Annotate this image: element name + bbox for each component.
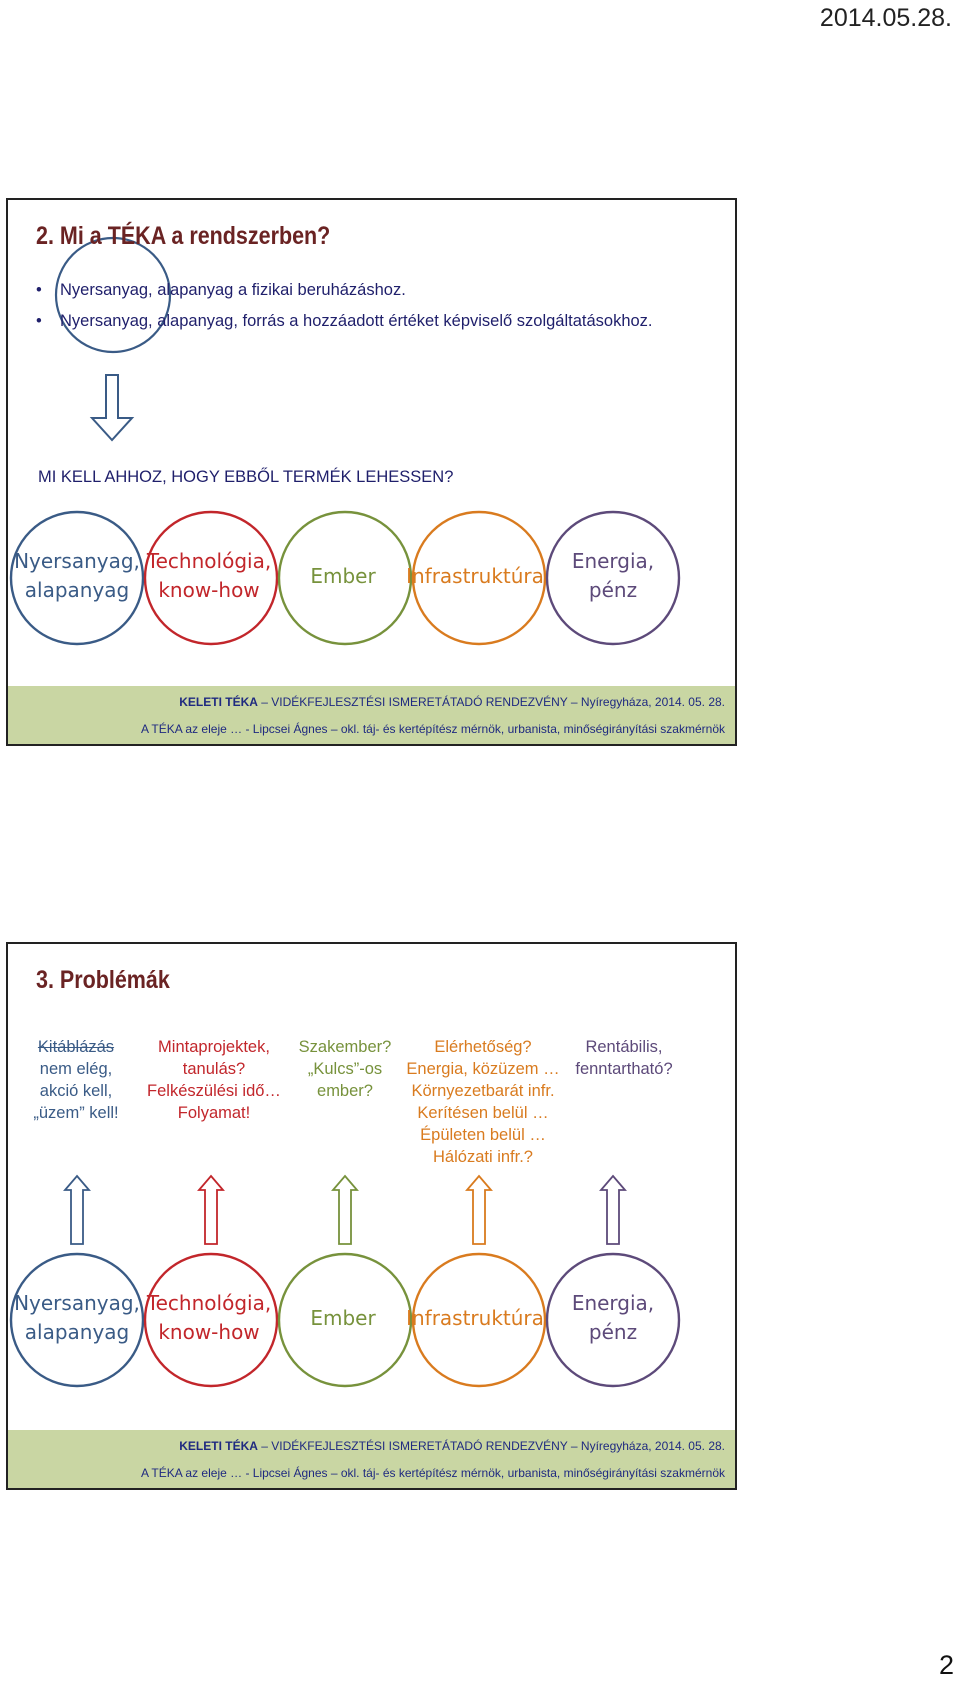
- slide1-title: 2. Mi a TÉKA a rendszerben?: [36, 222, 331, 250]
- circle-label-energy: Energia, pénz: [571, 549, 655, 602]
- up-arrow-icon: [467, 1176, 491, 1244]
- problem-raw-material: Kitáblázás nem elég, akció kell, „üzem” kell!: [33, 1038, 119, 1122]
- problem-people: Szakember? „Kulcs”-os ember?: [298, 1038, 392, 1100]
- up-arrow-icon: [199, 1176, 223, 1244]
- circle-label-raw-material: Nyersanyag, alapanyag: [14, 1291, 140, 1344]
- circle-label-technology: Technológia, know-how: [146, 1291, 272, 1344]
- bullet-item: • Nyersanyag, alapanyag a fizikai beruházáshoz.: [30, 280, 653, 311]
- problem-energy: Rentábilis, fenntartható?: [575, 1038, 673, 1078]
- slide2-footer: [8, 1430, 735, 1488]
- bullet-item: • Nyersanyag, alapanyag, forrás a hozzáadott értéket képviselő szolgáltatásokhoz.: [30, 311, 653, 342]
- slide1-question: MI KELL AHHOZ, HOGY EBBŐL TERMÉK LEHESSEN?: [38, 468, 454, 486]
- footer-event-line: KELETI TÉKA – VIDÉKFEJLESZTÉSI ISMERETÁTADÓ RENDEZVÉNY – Nyíregyháza, 2014. 05. 28.: [179, 695, 725, 709]
- problem-infrastructure: Elérhetőség? Energia, közüzem … Környezetbarát infr. Kerítésen belül … Épületen belül … Hálózati infr.?: [406, 1038, 560, 1166]
- down-arrow-icon: [92, 375, 132, 440]
- circle-label-people: Ember: [310, 564, 376, 588]
- slide-problems: [6, 942, 737, 1490]
- page-number: 2: [938, 1650, 954, 1680]
- up-arrow-icon: [65, 1176, 89, 1244]
- circle-label-infrastructure: Infrastruktúra: [406, 1306, 544, 1330]
- slide-what-is-teka: [6, 198, 737, 746]
- problem-technology: Mintaprojektek, tanulás? Felkészülési idő… Folyamat!: [147, 1038, 281, 1122]
- page-date: 2014.05.28.: [819, 4, 952, 32]
- up-arrow-icon: [333, 1176, 357, 1244]
- circle-label-infrastructure: Infrastruktúra: [406, 564, 544, 588]
- footer-author-line: A TÉKA az eleje … - Lipcsei Ágnes – okl. táj- és kertépítész mérnök, urbanista, minőségirányítási szakmérnök: [140, 722, 725, 736]
- up-arrow-icon: [601, 1176, 625, 1244]
- slide2-diagram: [8, 944, 735, 1488]
- footer-event-line: KELETI TÉKA – VIDÉKFEJLESZTÉSI ISMERETÁTADÓ RENDEZVÉNY – Nyíregyháza, 2014. 05. 28.: [179, 1439, 725, 1453]
- slide1-footer: [8, 686, 735, 744]
- footer-author-line: A TÉKA az eleje … - Lipcsei Ágnes – okl. táj- és kertépítész mérnök, urbanista, minőségirányítási szakmérnök: [140, 1466, 725, 1480]
- circle-label-raw-material: Nyersanyag, alapanyag: [14, 549, 140, 602]
- slide2-title: 3. Problémák: [36, 966, 170, 994]
- circle-label-technology: Technológia, know-how: [146, 549, 272, 602]
- slide1-bullets: [30, 280, 653, 342]
- circle-label-energy: Energia, pénz: [571, 1291, 655, 1344]
- circle-label-people: Ember: [310, 1306, 376, 1330]
